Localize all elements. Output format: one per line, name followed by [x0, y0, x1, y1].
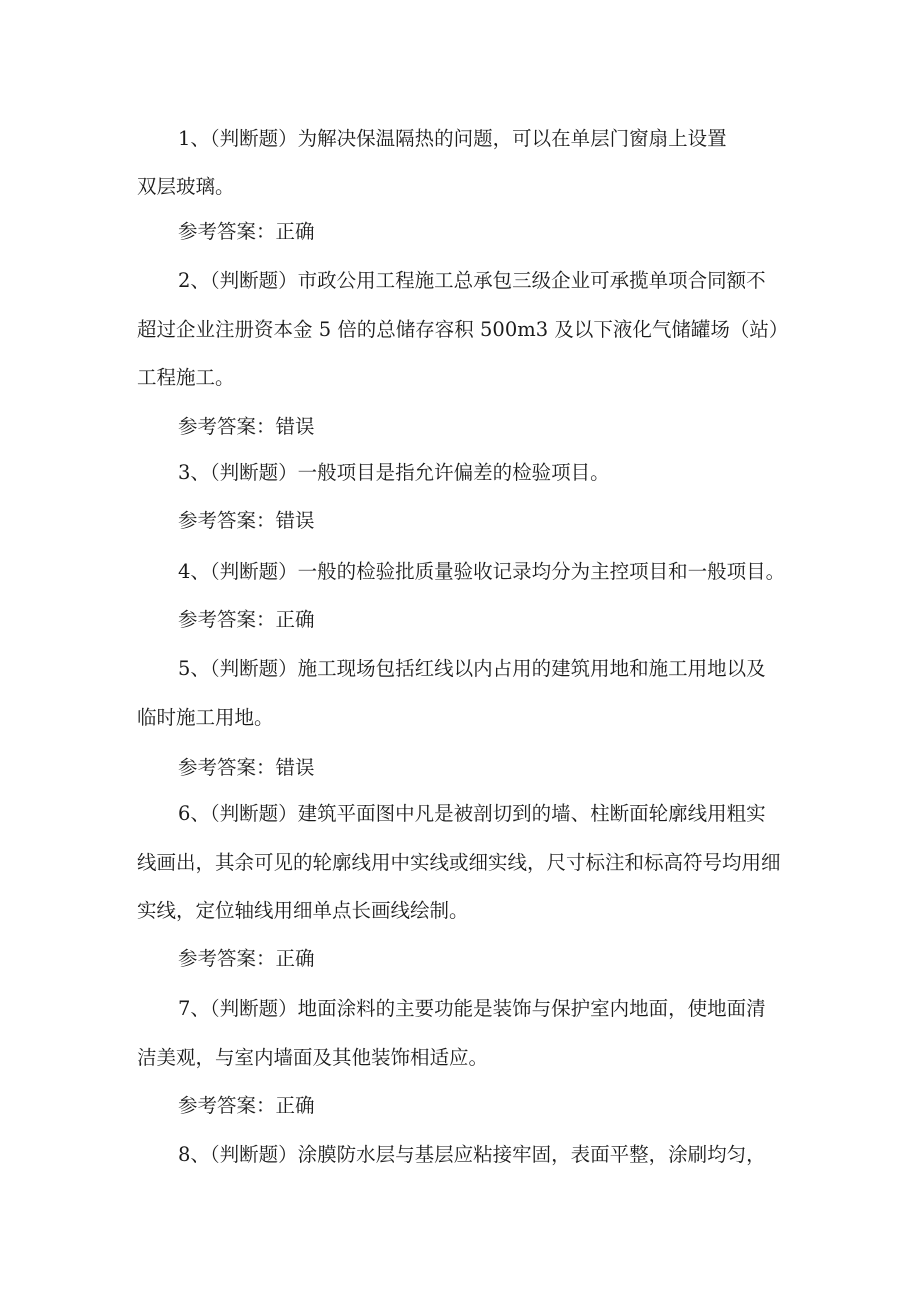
answer-6: 参考答案：正确: [178, 947, 315, 970]
question-6-line-1: 6、（判断题）建筑平面图中凡是被剖切到的墙、柱断面轮廓线用粗实: [178, 802, 766, 825]
question-3-line-1: 3、（判断题）一般项目是指允许偏差的检验项目。: [178, 461, 610, 484]
question-8-line-1: 8、（判断题）涂膜防水层与基层应粘接牢固，表面平整，涂刷均匀，: [178, 1143, 766, 1166]
answer-4: 参考答案：正确: [178, 608, 315, 631]
question-1-line-2: 双层玻璃。: [137, 175, 235, 198]
answer-3: 参考答案：错误: [178, 509, 315, 532]
question-6-line-2: 线画出，其余可见的轮廓线用中实线或细实线，尺寸标注和标高符号均用细: [137, 851, 781, 874]
question-4-line-1: 4、（判断题）一般的检验批质量验收记录均分为主控项目和一般项目。: [178, 560, 786, 583]
answer-5: 参考答案：错误: [178, 756, 315, 779]
question-6-line-3: 实线，定位轴线用细单点长画线绘制。: [137, 899, 469, 922]
question-2-line-1: 2、（判断题）市政公用工程施工总承包三级企业可承揽单项合同额不: [178, 269, 766, 292]
question-2-line-2: 超过企业注册资本金 5 倍的总储存容积 500m3 及以下液化气储罐场（站）: [137, 318, 789, 341]
question-5-line-1: 5、（判断题）施工现场包括红线以内占用的建筑用地和施工用地以及: [178, 657, 766, 680]
answer-7: 参考答案：正确: [178, 1094, 315, 1117]
question-1-line-1: 1、（判断题）为解决保温隔热的问题，可以在单层门窗扇上设置: [178, 127, 727, 150]
question-5-line-2: 临时施工用地。: [137, 706, 274, 729]
answer-2: 参考答案：错误: [178, 415, 315, 438]
question-7-line-2: 洁美观，与室内墙面及其他装饰相适应。: [137, 1046, 489, 1069]
question-2-line-3: 工程施工。: [137, 366, 235, 389]
question-7-line-1: 7、（判断题）地面涂料的主要功能是装饰与保护室内地面，使地面清: [178, 997, 766, 1020]
answer-1: 参考答案：正确: [178, 220, 315, 243]
